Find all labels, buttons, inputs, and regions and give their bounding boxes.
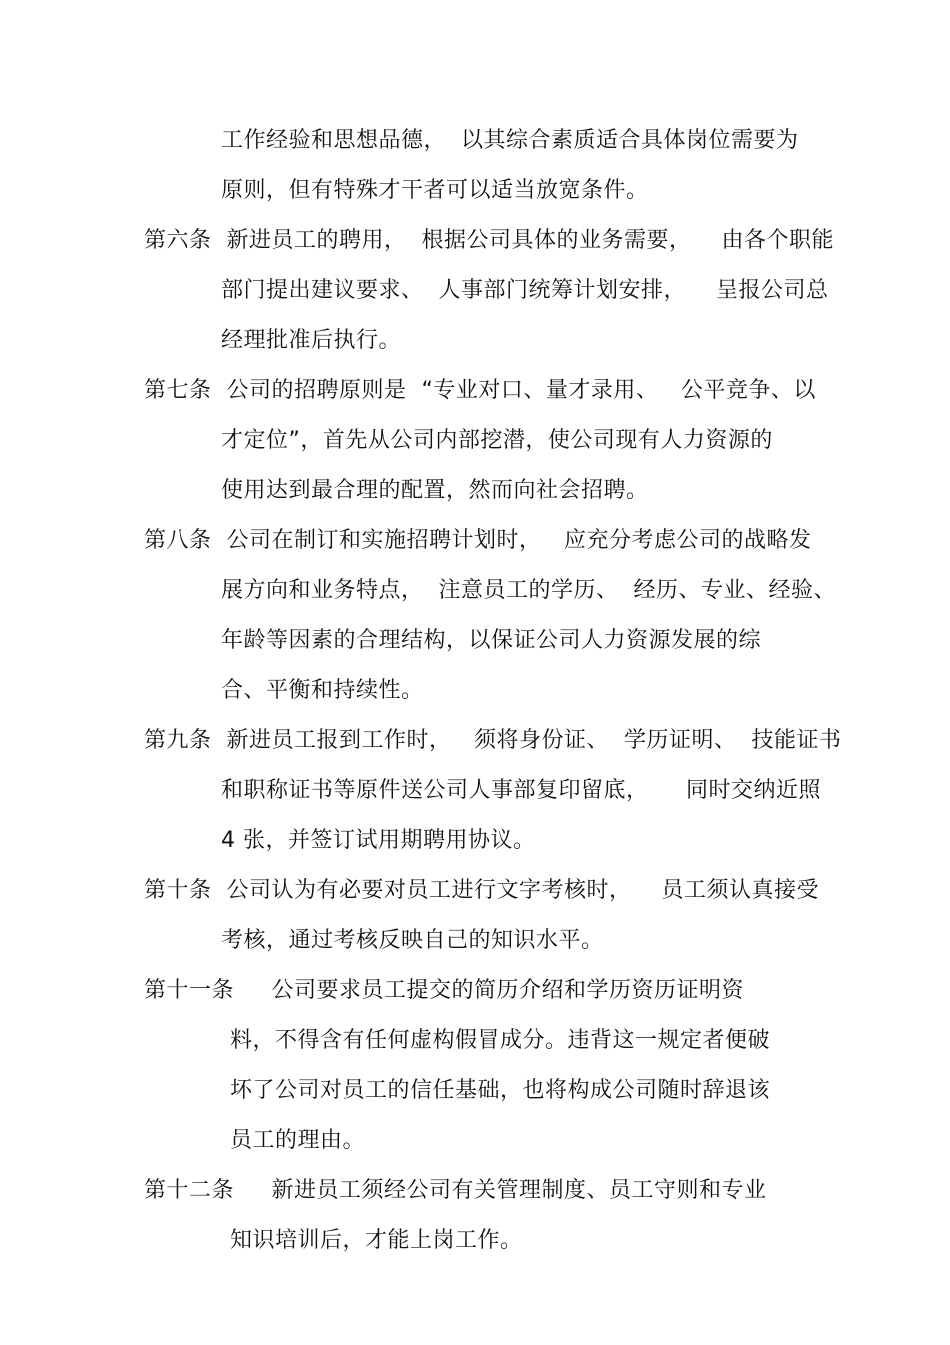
- text-line: 员工的理由。: [230, 1128, 366, 1153]
- text-line: 坏了公司对员工的信任基础，也将构成公司随时辞退该: [230, 1078, 771, 1103]
- text-line: 才定位”，首先从公司内部挖潜，使公司现有人力资源的: [221, 428, 773, 453]
- article-7-heading-line: 第七条 公司的招聘原则是 “专业对口、量才录用、 公平竞争、以: [144, 378, 816, 403]
- text-line: 使用达到最合理的配置，然而向社会招聘。: [221, 478, 649, 503]
- text-line: 年龄等因素的合理结构，以保证公司人力资源发展的综: [221, 628, 762, 653]
- article-6-heading-line: 第六条 新进员工的聘用， 根据公司具体的业务需要， 由各个职能: [144, 228, 834, 253]
- article-12-heading-line: 第十二条 新进员工须经公司有关管理制度、员工守则和专业: [144, 1178, 767, 1203]
- text-line: 4 张，并签订试用期聘用协议。: [221, 828, 536, 853]
- text-line: 部门提出建议要求、 人事部门统筹计划安排， 呈报公司总: [221, 278, 829, 303]
- article-8-heading-line: 第八条 公司在制订和实施招聘计划时， 应充分考虑公司的战略发: [144, 528, 812, 553]
- article-9-heading-line: 第九条 新进员工报到工作时， 须将身份证、 学历证明、 技能证书: [144, 728, 842, 753]
- text-line: 考核，通过考核反映自己的知识水平。: [221, 928, 604, 953]
- text-line: 经理批准后执行。: [221, 328, 402, 353]
- text-line: 工作经验和思想品德， 以其综合素质适合具体岗位需要为: [221, 128, 799, 153]
- article-10-heading-line: 第十条 公司认为有必要对员工进行文字考核时， 员工须认真接受: [144, 878, 819, 903]
- text-line: 合、平衡和持续性。: [221, 678, 424, 703]
- text-line: 和职称证书等原件送公司人事部复印留底， 同时交纳近照: [221, 778, 821, 803]
- text-line: 原则，但有特殊才干者可以适当放宽条件。: [221, 178, 649, 203]
- article-11-heading-line: 第十一条 公司要求员工提交的简历介绍和学历资历证明资: [144, 978, 744, 1003]
- text-line: 知识培训后，才能上岗工作。: [230, 1228, 523, 1253]
- text-line: 料，不得含有任何虚构假冒成分。违背这一规定者便破: [230, 1028, 771, 1053]
- text-line: 展方向和业务特点， 注意员工的学历、 经历、专业、经验、: [221, 578, 836, 603]
